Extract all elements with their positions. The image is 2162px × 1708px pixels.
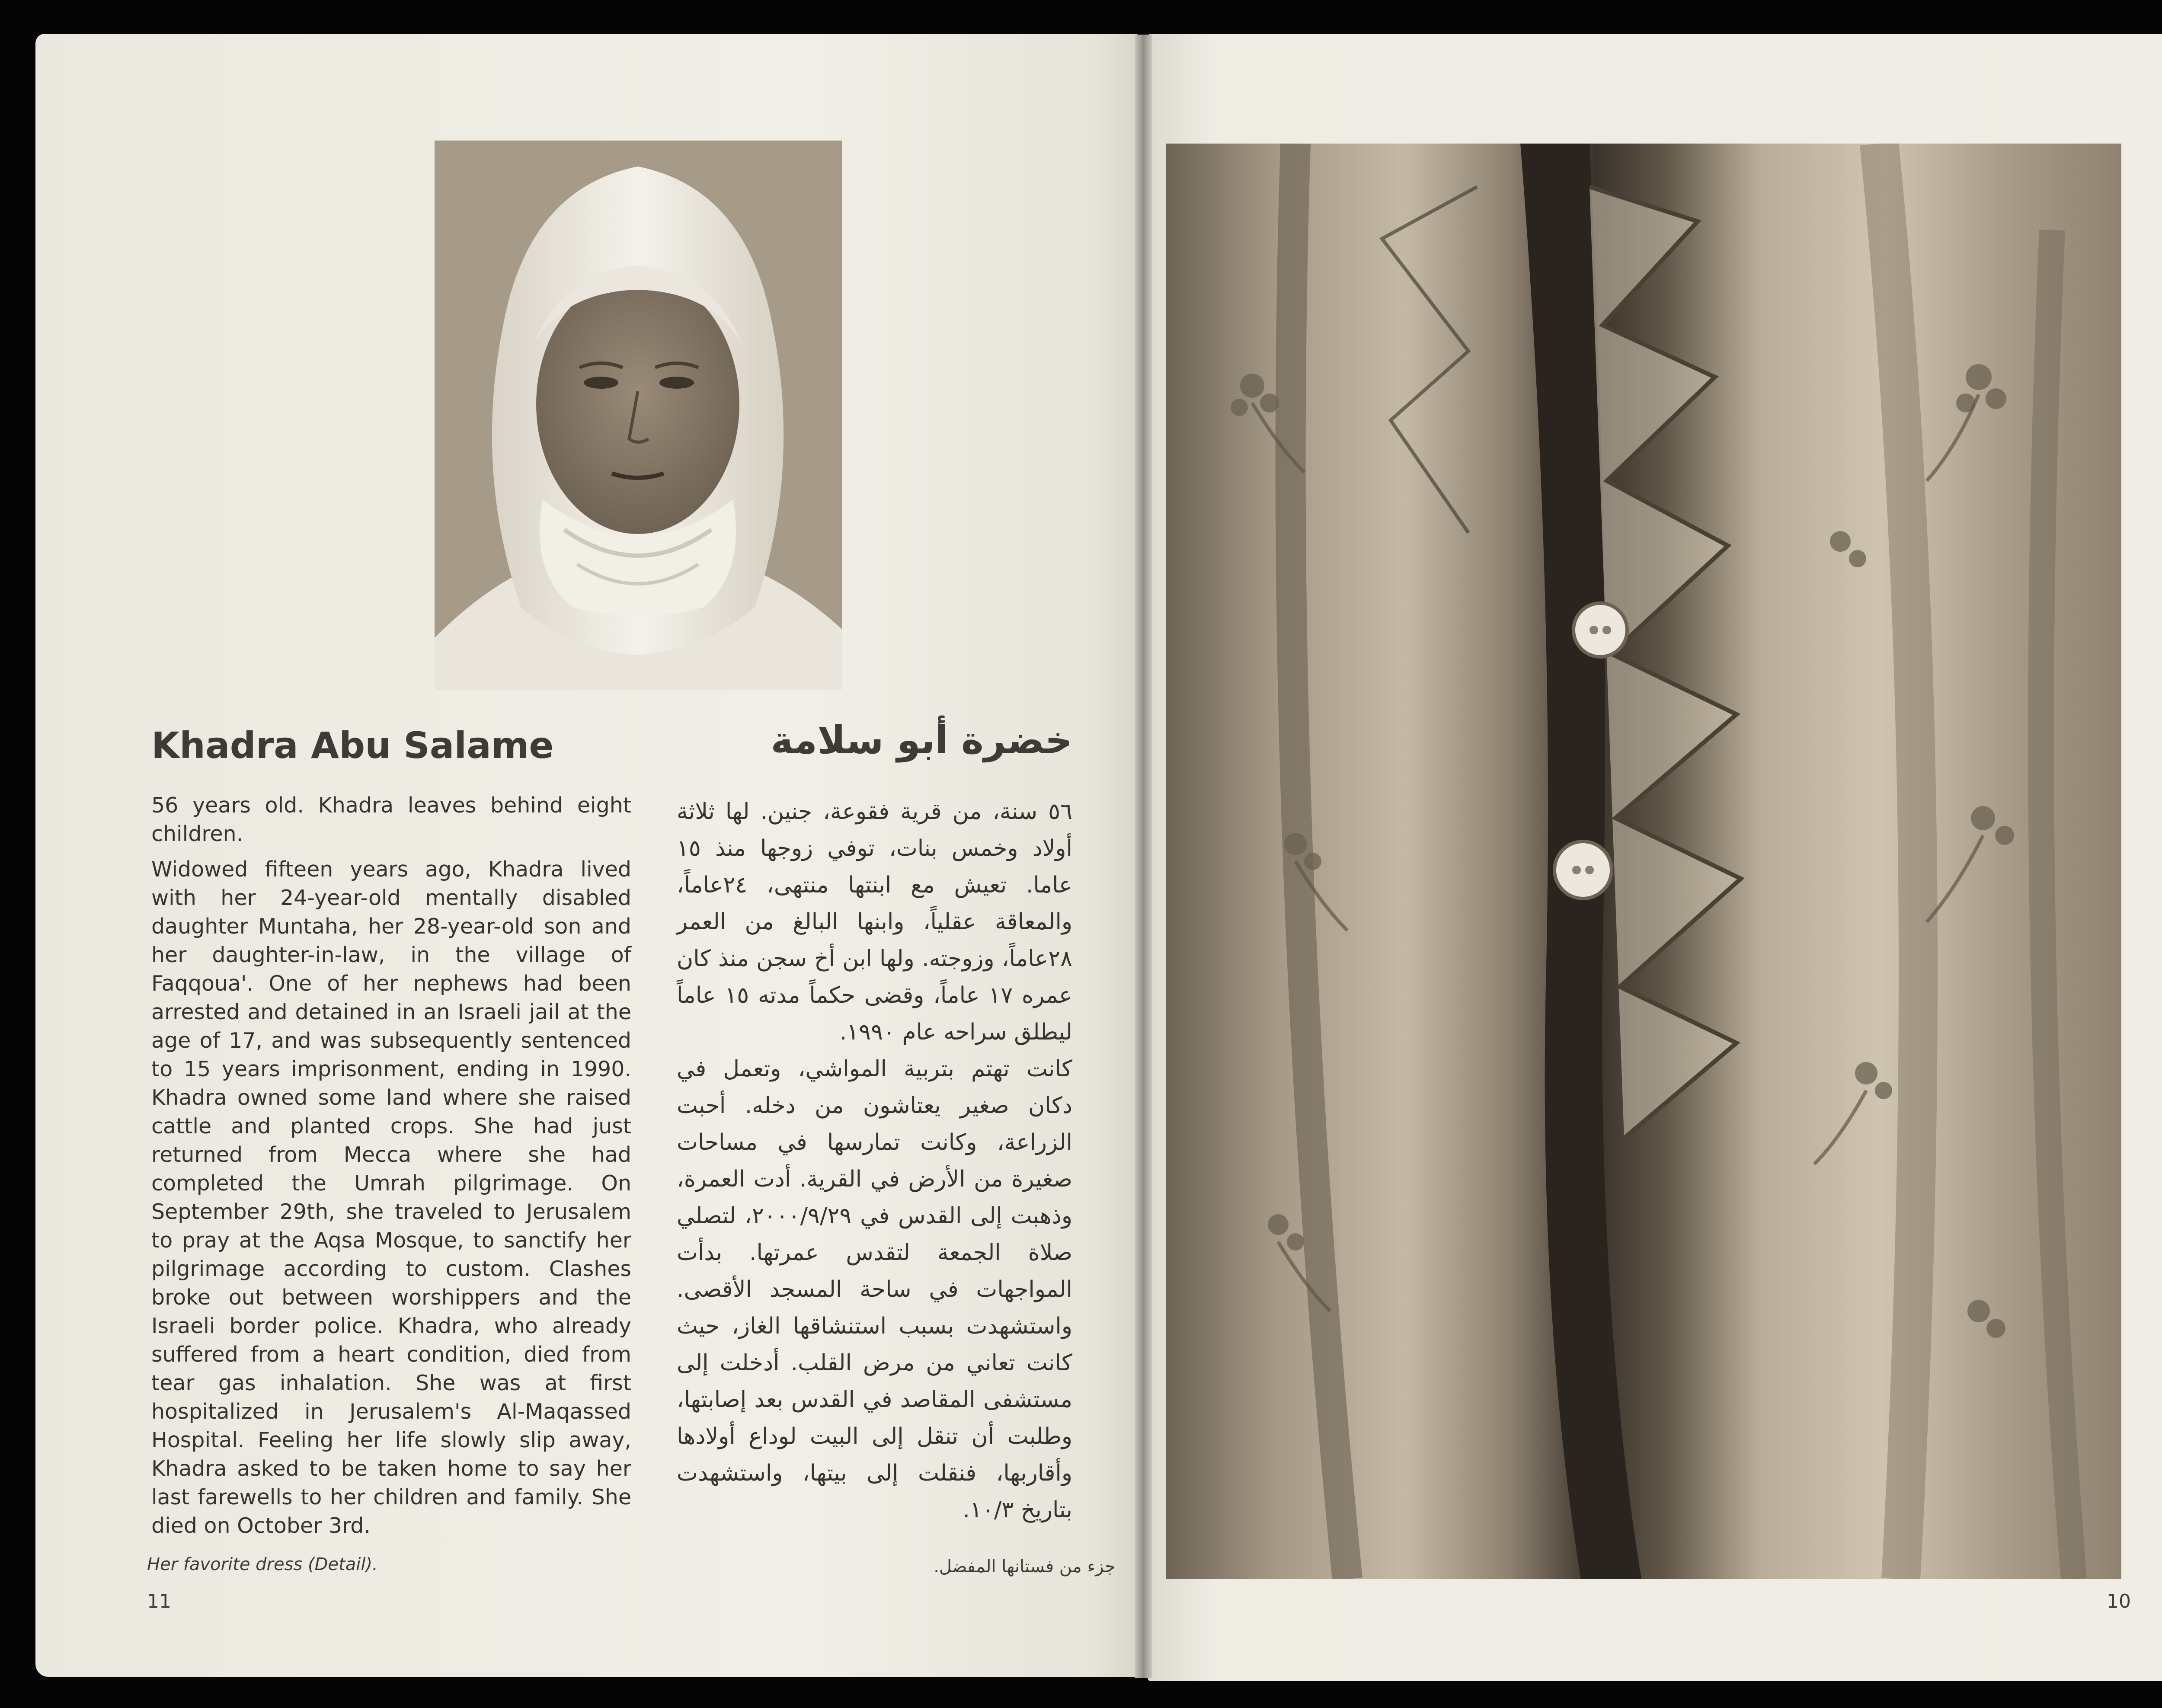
book-gutter <box>1135 35 1152 1678</box>
page-number-left: 11 <box>147 1590 171 1612</box>
biography-english-paragraph: Widowed fifteen years ago, Khadra lived with her 24-year-old mentally disabled daughter Muntaha, her 28-year-old son and her daughter-in-law, in the village of Faqqoua'. One of her nephews had been arrested and detained in an Israeli jail at the age of 17, and was subsequently sentenced to 15 years imprisonment, ending in 1990. Khadra owned some land where she raised cattle and planted crops. She had just returned from Mecca where she had completed the Umrah pilgrimage. On September 29th, she traveled to Jerusalem to pray at the Aqsa Mosque, to sanctify her pilgrimage according to custom. Clashes broke out between worshippers and the Israeli border police. Khadra, who already suffered from a heart condition, died from tear gas inhalation. She was at first hospitalized in Jerusalem's Al-Maqassed Hospital. Feeling her life slowly slip away, Khadra asked to be taken home to say her last farewells to her children and family. She died on October 3rd. <box>151 857 631 1538</box>
portrait-photo <box>435 141 842 690</box>
photo-caption-english: Her favorite dress (Detail). <box>147 1554 378 1574</box>
biography-english <box>151 791 631 1547</box>
biography-arabic <box>677 793 1072 1529</box>
biography-english-paragraph: 56 years old. Khadra leaves behind eight children. <box>151 793 631 846</box>
page-number-right: 10 <box>2107 1590 2131 1612</box>
biography-arabic-paragraph: ٥٦ سنة، من قرية فقوعة، جنين. لها ثلاثة أولاد وخمس بنات، توفي زوجها منذ ١٥ عاما. تعيش مع ابنتها منتهى، ٢٤عاماً، والمعاقة عقلياً، وابنها البالغ من العمر ٢٨عاماً، وزوجته. ولها ابن أخ سجن منذ كان عمره ١٧ عاماً، وقضى حكماً مدته ١٥ عاماً ليطلق سراحه عام ١٩٩٠. <box>677 799 1072 1045</box>
dress-detail-photo <box>1166 144 2121 1579</box>
photo-caption-arabic: جزء من فستانها المفضل. <box>934 1557 1116 1577</box>
name-arabic-heading: خضرة أبو سلامة <box>771 718 1072 762</box>
biography-arabic-paragraph: كانت تهتم بتربية المواشي، وتعمل في دكان صغير يعتاشون من دخله. أحبت الزراعة، وكانت تمارسها في مساحات صغيرة من الأرض في القرية. أدت العمرة، وذهبت إلى القدس في ٢٠٠٠/٩/٢٩، لتصلي صلاة الجمعة لتقدس عمرتها. بدأت المواجهات في ساحة المسجد الأقصى. واستشهدت بسبب استنشاقها الغاز، حيث كانت تعاني من مرض القلب. أدخلت إلى مستشفى المقاصد في القدس بعد إصابتها، وطلبت أن تنقل إلى البيت لوداع أولادها وأقاربها، فنقلت إلى بيتها، واستشهدت بتاريخ ١٠/٣. <box>677 1056 1073 1523</box>
name-english-heading: Khadra Abu Salame <box>151 724 554 767</box>
